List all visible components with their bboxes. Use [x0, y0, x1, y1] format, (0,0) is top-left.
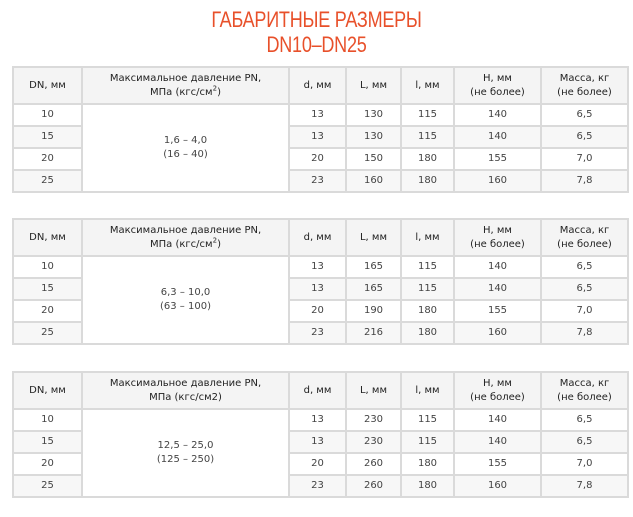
header-l: l, мм — [401, 67, 454, 104]
cell-mass: 7,0 — [541, 453, 628, 475]
cell-mass: 7,8 — [541, 322, 628, 344]
cell-dn: 15 — [13, 126, 82, 148]
cell-H: 140 — [454, 104, 541, 126]
cell-mass: 6,5 — [541, 278, 628, 300]
header-mass: Масса, кг (не более) — [541, 67, 628, 104]
title-line-2: DN10–DN25 — [266, 32, 367, 57]
dimensions-table-pn-6.3-10.0 — [12, 218, 629, 345]
header-dn: DN, мм — [13, 67, 82, 104]
cell-L: 160 — [346, 170, 401, 192]
cell-dn: 10 — [13, 409, 82, 431]
cell-l: 115 — [401, 409, 454, 431]
cell-dn: 25 — [13, 475, 82, 497]
cell-mass: 6,5 — [541, 126, 628, 148]
header-L: L, мм — [346, 219, 401, 256]
header-mass: Масса, кг (не более) — [541, 372, 628, 409]
cell-H: 140 — [454, 409, 541, 431]
cell-L: 260 — [346, 453, 401, 475]
table-row — [13, 409, 628, 431]
cell-H: 140 — [454, 256, 541, 278]
cell-l: 115 — [401, 256, 454, 278]
cell-L: 165 — [346, 278, 401, 300]
cell-pressure-range: 6,3 – 10,0 (63 – 100) — [82, 256, 289, 344]
cell-L: 150 — [346, 148, 401, 170]
cell-dn: 15 — [13, 278, 82, 300]
cell-L: 130 — [346, 126, 401, 148]
cell-H: 160 — [454, 475, 541, 497]
cell-dn: 10 — [13, 104, 82, 126]
cell-mass: 6,5 — [541, 431, 628, 453]
cell-L: 190 — [346, 300, 401, 322]
header-L: L, мм — [346, 372, 401, 409]
cell-dn: 15 — [13, 431, 82, 453]
header-pressure: Максимальное давление PN, МПа (кгс/см2) — [82, 372, 289, 409]
cell-dn: 10 — [13, 256, 82, 278]
header-d: d, мм — [289, 219, 346, 256]
header-H: H, мм (не более) — [454, 219, 541, 256]
cell-l: 115 — [401, 431, 454, 453]
cell-d: 23 — [289, 170, 346, 192]
cell-d: 13 — [289, 126, 346, 148]
cell-H: 160 — [454, 170, 541, 192]
table-header-row — [13, 219, 628, 256]
header-H: H, мм (не более) — [454, 372, 541, 409]
header-L: L, мм — [346, 67, 401, 104]
cell-H: 140 — [454, 126, 541, 148]
cell-d: 20 — [289, 148, 346, 170]
cell-H: 140 — [454, 278, 541, 300]
cell-L: 130 — [346, 104, 401, 126]
cell-d: 23 — [289, 322, 346, 344]
page-title — [57, 7, 576, 57]
cell-mass: 6,5 — [541, 256, 628, 278]
cell-mass: 6,5 — [541, 409, 628, 431]
cell-l: 180 — [401, 322, 454, 344]
cell-pressure-range: 1,6 – 4,0 (16 – 40) — [82, 104, 289, 192]
cell-l: 180 — [401, 148, 454, 170]
dimensions-table-pn-12.5-25.0 — [12, 371, 629, 498]
cell-mass: 7,8 — [541, 170, 628, 192]
cell-L: 230 — [346, 409, 401, 431]
cell-L: 165 — [346, 256, 401, 278]
title-line-1: ГАБАРИТНЫЕ РАЗМЕРЫ — [211, 7, 422, 32]
cell-dn: 25 — [13, 322, 82, 344]
cell-L: 230 — [346, 431, 401, 453]
cell-H: 155 — [454, 300, 541, 322]
cell-H: 160 — [454, 322, 541, 344]
cell-d: 13 — [289, 104, 346, 126]
cell-l: 115 — [401, 278, 454, 300]
header-mass: Масса, кг (не более) — [541, 219, 628, 256]
cell-d: 13 — [289, 278, 346, 300]
dimensions-table-pn-1.6-4.0 — [12, 66, 629, 193]
cell-L: 216 — [346, 322, 401, 344]
header-dn: DN, мм — [13, 219, 82, 256]
cell-d: 20 — [289, 453, 346, 475]
header-pressure: Максимальное давление PN, МПа $(кгс/см^2)$ — [82, 219, 289, 256]
cell-d: 20 — [289, 300, 346, 322]
cell-pressure-range: 12,5 – 25,0 (125 – 250) — [82, 409, 289, 497]
header-l: l, мм — [401, 372, 454, 409]
header-d: d, мм — [289, 67, 346, 104]
cell-mass: 7,0 — [541, 148, 628, 170]
cell-H: 140 — [454, 431, 541, 453]
cell-L: 260 — [346, 475, 401, 497]
table-header-row — [13, 67, 628, 104]
cell-d: 13 — [289, 409, 346, 431]
cell-d: 13 — [289, 256, 346, 278]
cell-l: 180 — [401, 170, 454, 192]
cell-H: 155 — [454, 148, 541, 170]
cell-mass: 7,0 — [541, 300, 628, 322]
header-l: l, мм — [401, 219, 454, 256]
cell-dn: 25 — [13, 170, 82, 192]
cell-dn: 20 — [13, 148, 82, 170]
cell-l: 115 — [401, 126, 454, 148]
cell-dn: 20 — [13, 300, 82, 322]
table-header-row — [13, 372, 628, 409]
cell-l: 115 — [401, 104, 454, 126]
table-row — [13, 104, 628, 126]
cell-l: 180 — [401, 453, 454, 475]
table-row — [13, 256, 628, 278]
cell-l: 180 — [401, 300, 454, 322]
cell-d: 23 — [289, 475, 346, 497]
cell-H: 155 — [454, 453, 541, 475]
header-dn: DN, мм — [13, 372, 82, 409]
cell-mass: 7,8 — [541, 475, 628, 497]
cell-mass: 6,5 — [541, 104, 628, 126]
cell-dn: 20 — [13, 453, 82, 475]
cell-d: 13 — [289, 431, 346, 453]
header-d: d, мм — [289, 372, 346, 409]
header-pressure: Максимальное давление PN, МПа $(кгс/см^2)$ — [82, 67, 289, 104]
header-H: H, мм (не более) — [454, 67, 541, 104]
cell-l: 180 — [401, 475, 454, 497]
